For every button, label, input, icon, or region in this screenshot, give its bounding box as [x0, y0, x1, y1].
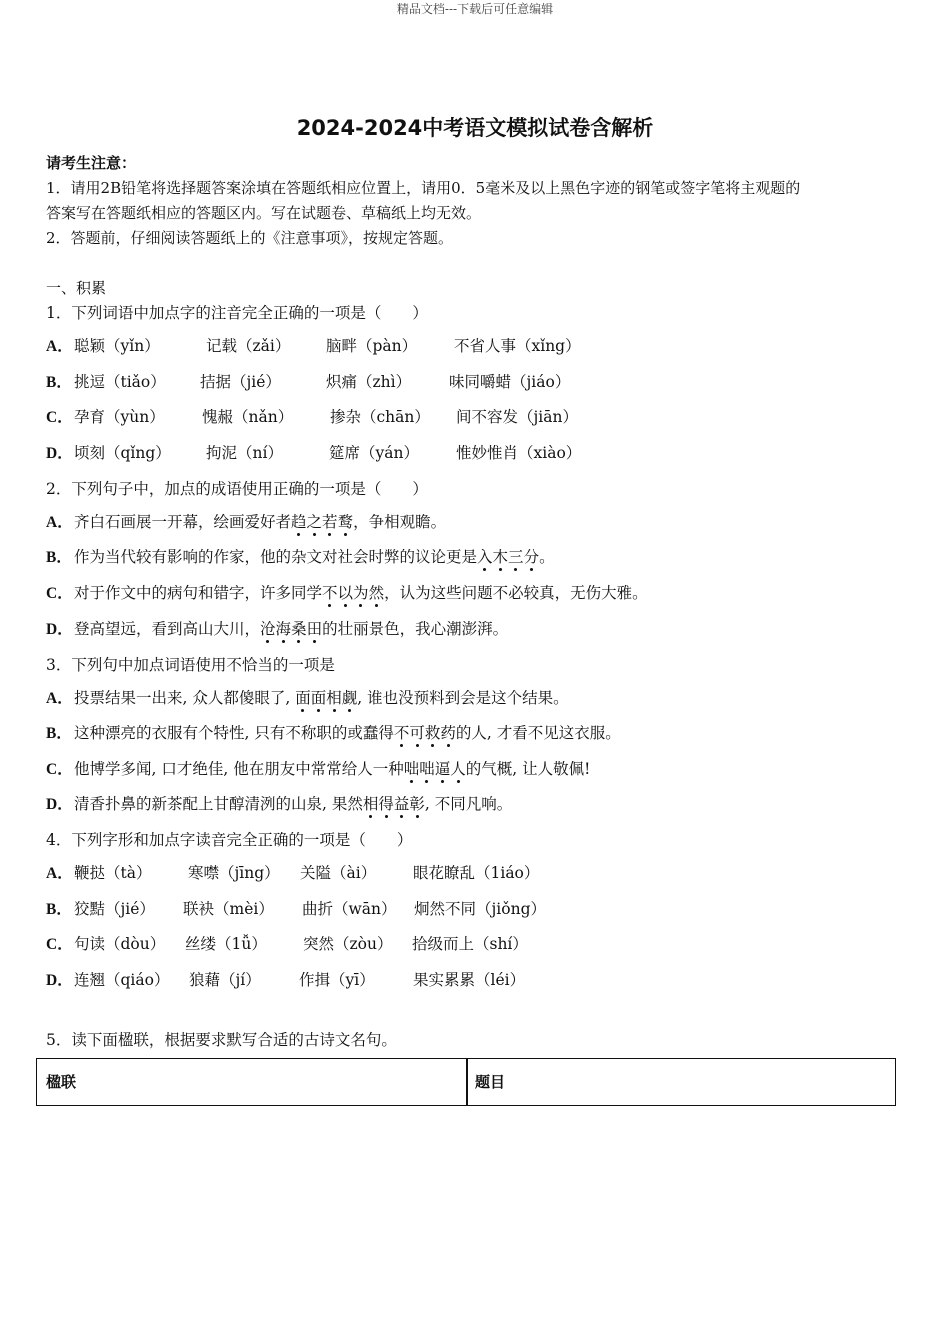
sentence-text: 的人, 才看不见这衣服。 [455, 724, 621, 742]
dotted-idiom [291, 513, 353, 531]
option-item: 狡黠（jié） [74, 900, 155, 918]
sentence-text: 作为当代较有影响的作家，他的杂文对社会时弊的议论更是 [74, 548, 478, 566]
dotted-char: 人 [450, 757, 466, 779]
option-item: 聪颖（yǐn） [74, 337, 160, 355]
option-label: A． [46, 514, 73, 531]
sentence-text: 的壮丽景色，我心潮澎湃。 [322, 620, 509, 638]
option-label: A． [46, 690, 73, 707]
option-item: 连翘（qiáo） [74, 971, 170, 989]
sentence-text: , 不同凡响。 [424, 795, 513, 813]
option-label: D． [46, 972, 73, 989]
dotted-char: 咄 [404, 757, 420, 779]
option-label: C． [46, 409, 73, 426]
dotted-idiom [295, 689, 357, 707]
option-row [46, 370, 906, 394]
option-label: B． [46, 549, 72, 566]
option-item: 惟妙惟肖（xiào） [456, 444, 582, 462]
option-item: 寒噤（jīng） [188, 864, 280, 882]
table-divider [466, 1059, 468, 1105]
section-heading: 一、积累 [46, 279, 107, 297]
dotted-idiom [394, 724, 456, 742]
option-item: 句读（dòu） [74, 935, 166, 953]
sentence-text: 这种漂亮的衣服有个特性, 只有不称职的或蠢得 [74, 724, 394, 742]
sentence-text: 对于作文中的病句和错字，许多同学 [74, 584, 323, 602]
dotted-idiom [363, 795, 425, 813]
option-item: 筵席（yán） [329, 444, 419, 462]
sentence-text: 清香扑鼻的新茶配上甘醇清洌的山泉, 果然 [74, 795, 363, 813]
dotted-char: 三 [508, 545, 524, 567]
dotted-idiom [477, 548, 539, 566]
dotted-char: 逼 [435, 757, 451, 779]
option-item: 顷刻（qǐng） [74, 444, 171, 462]
option-row [46, 334, 906, 358]
option-sentence [74, 686, 569, 708]
dotted-char: 入 [477, 545, 493, 567]
dotted-char: 益 [394, 792, 410, 814]
option-item: 记载（zǎi） [206, 337, 291, 355]
sentence-text: 的气概, 让人敬佩! [465, 760, 591, 778]
option-item: 联袂（mèi） [183, 900, 274, 918]
option-sentence [74, 510, 446, 532]
dotted-char: 觑 [342, 686, 358, 708]
dotted-char: 海 [276, 617, 292, 639]
option-label: A． [46, 338, 73, 355]
sentence-text: 他博学多闻, 口才绝佳, 他在朋友中常常给人一种 [74, 760, 404, 778]
option-row [46, 897, 906, 921]
option-item: 丝缕（1ǚ） [185, 935, 267, 953]
option-row [46, 405, 906, 429]
sentence-text: 投票结果一出来, 众人都傻眼了, [74, 689, 296, 707]
dotted-idiom [260, 620, 322, 638]
option-sentence [74, 721, 621, 743]
dotted-char: 面 [295, 686, 311, 708]
option-item: 眼花瞭乱（1iáo） [413, 864, 540, 882]
sentence-text: , 谁也没预料到会是这个结果。 [357, 689, 569, 707]
option-item: 炽痛（zhì） [326, 373, 412, 391]
dotted-char: 药 [440, 721, 456, 743]
option-label: C． [46, 761, 73, 778]
dotted-char: 相 [363, 792, 379, 814]
option-item: 不省人事（xǐng） [454, 337, 581, 355]
option-item: 拮据（jié） [200, 373, 281, 391]
question-5-stem: 5．读下面楹联，根据要求默写合适的古诗文名句。 [46, 1031, 397, 1049]
notice-line-2: 2．答题前，仔细阅读答题纸上的《注意事项》，按规定答题。 [46, 229, 454, 247]
option-item: 关隘（ài） [300, 864, 377, 882]
option-item: 掺杂（chān） [330, 408, 430, 426]
dotted-char: 木 [493, 545, 509, 567]
option-label: C． [46, 585, 73, 602]
dotted-char: 之 [307, 510, 323, 532]
notice-heading: 请考生注意： [46, 154, 137, 172]
question-1-stem: 1．下列词语中加点字的注音完全正确的一项是（ ） [46, 304, 428, 322]
sentence-text: 登高望远，看到高山大川， [74, 620, 261, 638]
dotted-char: 得 [378, 792, 394, 814]
sentence-text: ，争相观瞻。 [353, 513, 447, 531]
dotted-char: 田 [307, 617, 323, 639]
dotted-idiom [404, 760, 466, 778]
sentence-text: ，认为这些问题不必较真，无伤大雅。 [384, 584, 648, 602]
dotted-char: 然 [369, 581, 385, 603]
table-header-couplet: 楹联 [46, 1073, 77, 1091]
option-sentence [74, 792, 512, 814]
option-item: 鞭挞（tà） [74, 864, 152, 882]
page-header: 精品文档---下载后可任意编辑 [396, 2, 554, 16]
option-sentence [74, 545, 555, 567]
dotted-char: 不 [394, 721, 410, 743]
dotted-char: 若 [322, 510, 338, 532]
option-label: D． [46, 621, 73, 638]
dotted-char: 可 [409, 721, 425, 743]
dotted-char: 为 [353, 581, 369, 603]
option-label: D． [46, 445, 73, 462]
option-label: D． [46, 796, 73, 813]
option-item: 愧赧（nǎn） [202, 408, 294, 426]
dotted-char: 救 [425, 721, 441, 743]
option-item: 拾级而上（shí） [412, 935, 528, 953]
question-2-stem: 2．下列句子中，加点的成语使用正确的一项是（ ） [46, 480, 428, 498]
dotted-char: 咄 [419, 757, 435, 779]
option-row [46, 861, 906, 885]
dotted-char: 鹜 [338, 510, 354, 532]
option-row [46, 932, 906, 956]
option-item: 间不容发（jiān） [456, 408, 578, 426]
question-4-stem: 4．下列字形和加点字读音完全正确的一项是（ ） [46, 831, 413, 849]
option-sentence [74, 617, 508, 639]
option-item: 炯然不同（jiǒng） [414, 900, 547, 918]
dotted-char: 桑 [291, 617, 307, 639]
dotted-char: 相 [326, 686, 342, 708]
option-item: 果实累累（léi） [413, 971, 526, 989]
question-3-stem: 3．下列句中加点词语使用不恰当的一项是 [46, 656, 335, 674]
option-item: 狼藉（jí） [189, 971, 261, 989]
option-label: B． [46, 901, 72, 918]
option-item: 孕育（yùn） [74, 408, 165, 426]
dotted-char: 面 [311, 686, 327, 708]
option-item: 味同嚼蜡（jiáo） [449, 373, 571, 391]
dotted-char: 沧 [260, 617, 276, 639]
dotted-idiom [322, 584, 384, 602]
option-label: A． [46, 865, 73, 882]
dotted-char: 趋 [291, 510, 307, 532]
option-item: 脑畔（pàn） [326, 337, 418, 355]
option-item: 拘泥（ní） [206, 444, 283, 462]
couplet-table [36, 1058, 896, 1106]
option-item: 挑逗（tiǎo） [74, 373, 166, 391]
option-label: B． [46, 725, 72, 742]
page-title: 2024-2024中考语文模拟试卷含解析 [296, 116, 654, 140]
option-item: 曲折（wān） [302, 900, 397, 918]
dotted-char: 分 [524, 545, 540, 567]
notice-line-1a: 1．请用2B铅笔将选择题答案涂填在答题纸相应位置上，请用0．5毫米及以上黑色字迹的钢笔或签字笔将主观题的 [46, 179, 801, 197]
option-label: C． [46, 936, 73, 953]
sentence-text: 齐白石画展一开幕，绘画爱好者 [74, 513, 292, 531]
option-label: B． [46, 374, 72, 391]
option-sentence [74, 581, 648, 603]
dotted-char: 以 [338, 581, 354, 603]
option-item: 突然（zòu） [303, 935, 393, 953]
sentence-text: 。 [539, 548, 555, 566]
table-header-topic: 题目 [475, 1073, 506, 1091]
option-item: 作揖（yī） [299, 971, 375, 989]
dotted-char: 不 [322, 581, 338, 603]
notice-line-1b: 答案写在答题纸相应的答题区内。写在试题卷、草稿纸上均无效。 [46, 204, 482, 222]
dotted-char: 彰 [409, 792, 425, 814]
option-row [46, 968, 906, 992]
option-row [46, 441, 906, 465]
option-sentence [74, 757, 590, 779]
